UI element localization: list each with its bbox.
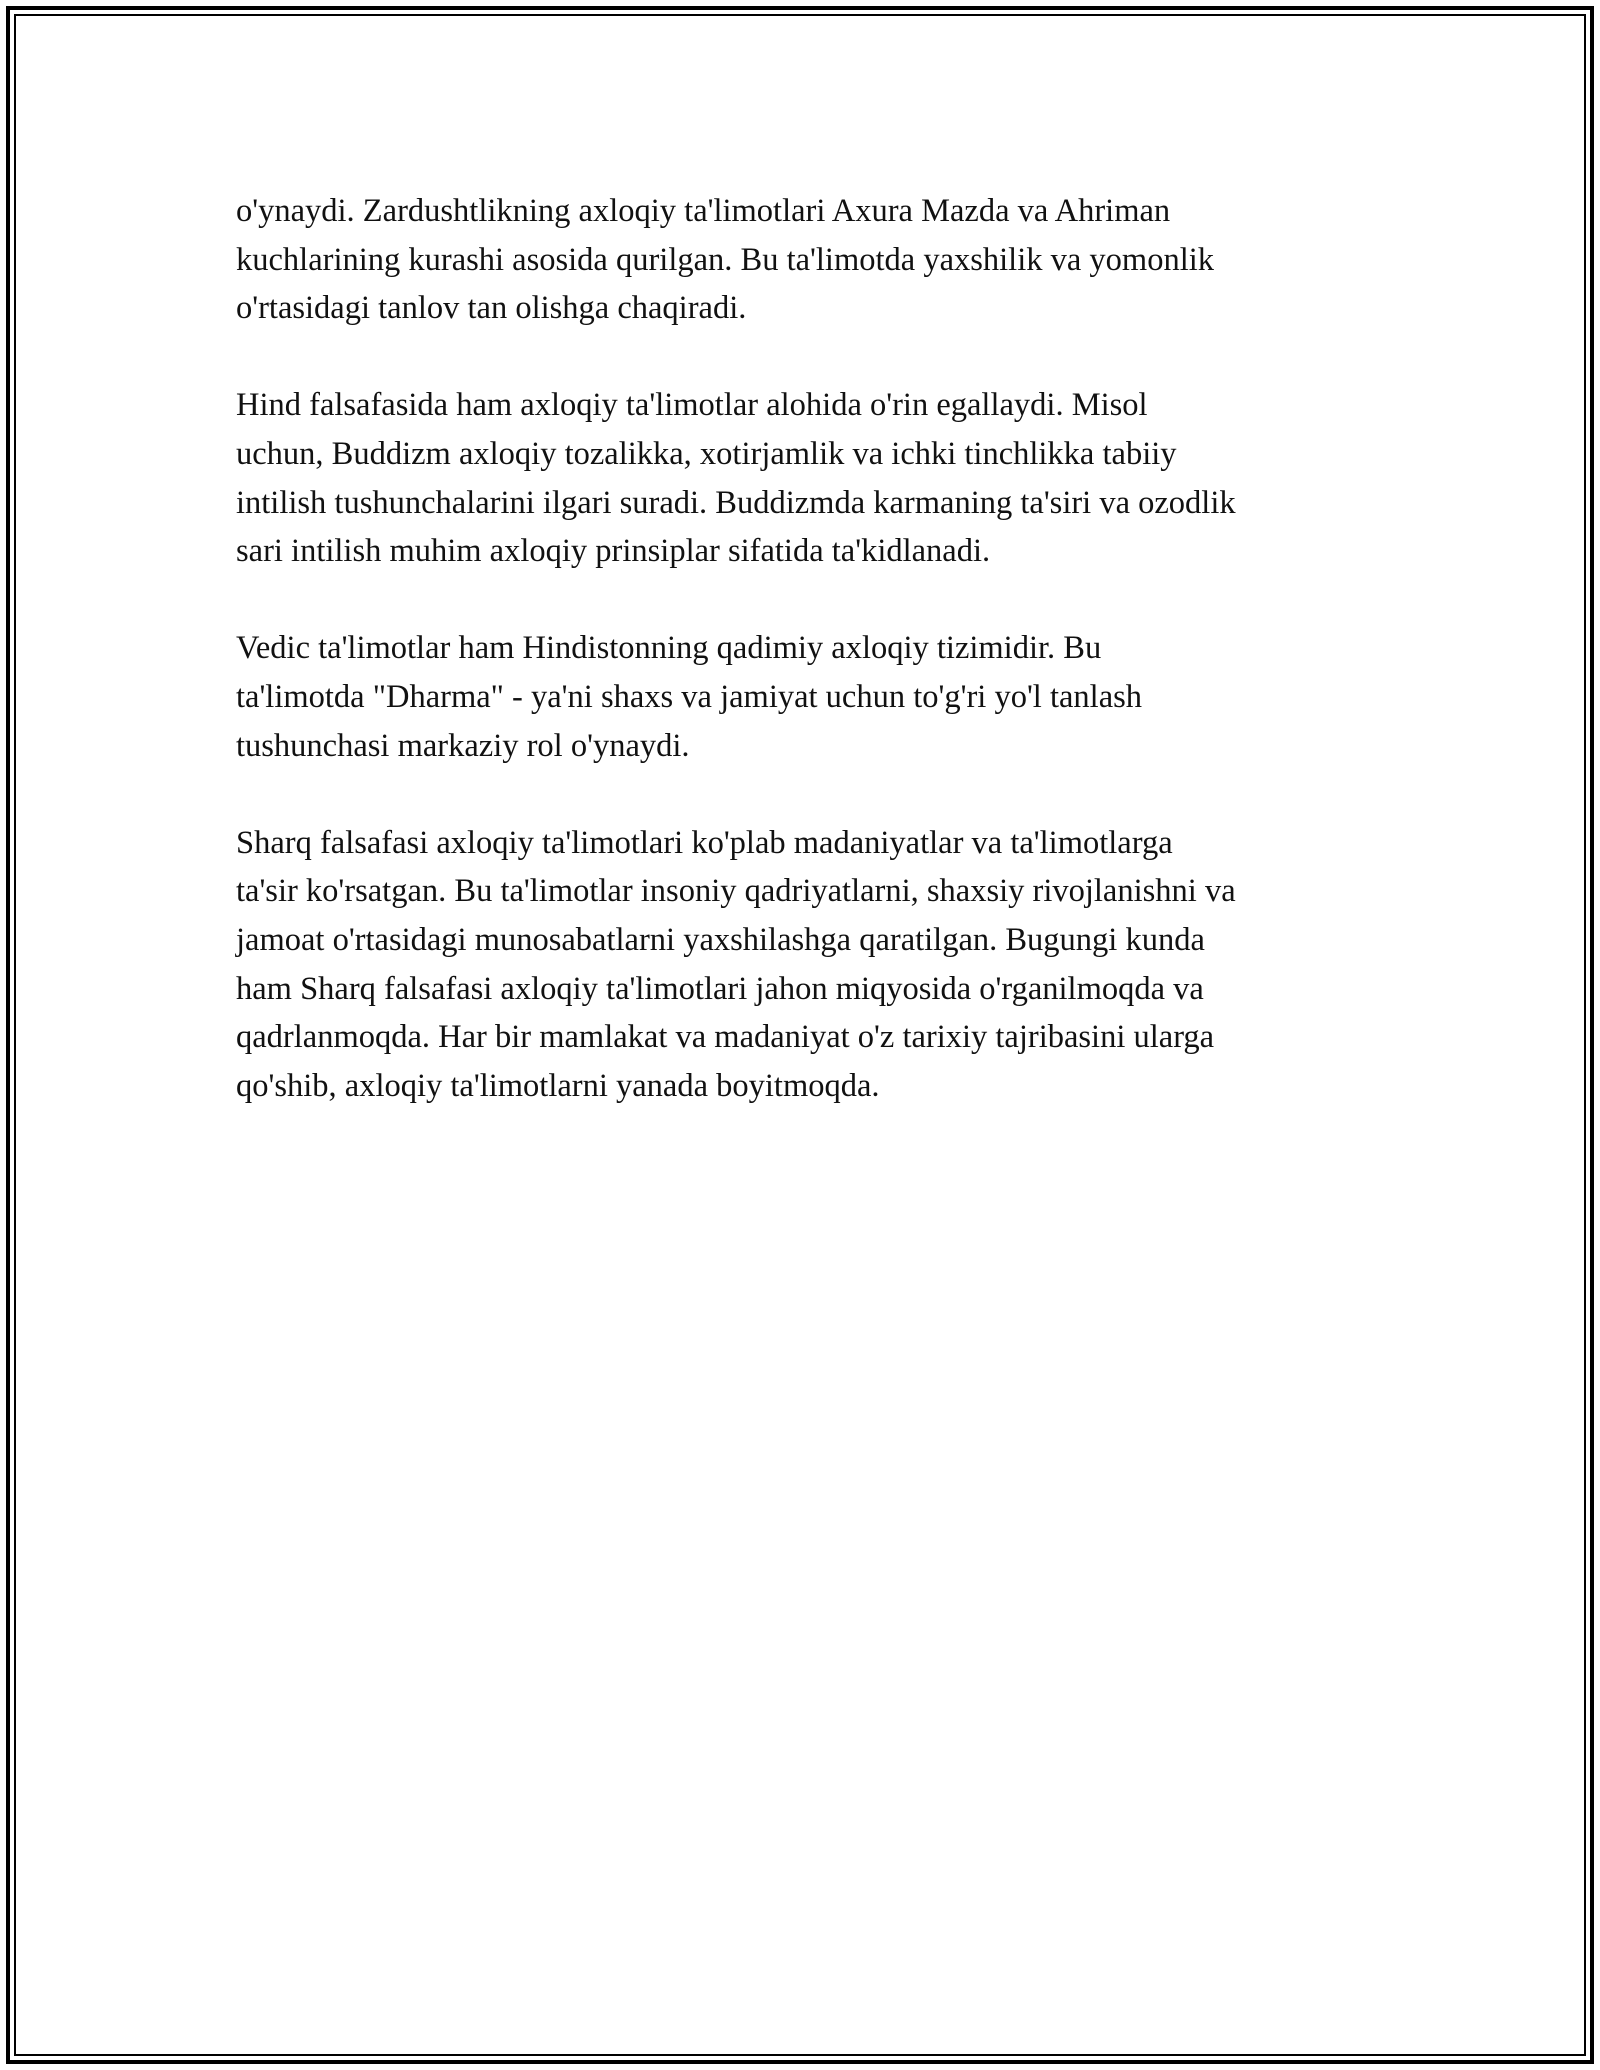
text-line: sari intilish muhim axloqiy prinsiplar sifatida ta'kidlanadi.: [236, 533, 991, 570]
text-line: kuchlarining kurashi asosida qurilgan. Bu ta'limotda yaxshilik va yomonlik: [236, 241, 1214, 278]
text-line: qadrlanmoqda. Har bir mamlakat va madaniyat o'z tarixiy tajribasini ularga: [236, 1019, 1215, 1056]
document-body: [236, 187, 1376, 1159]
paragraph-4: [236, 819, 1376, 1111]
text-line: o'rtasidagi tanlov tan olishga chaqiradi.: [236, 290, 747, 327]
paragraph-3: [236, 624, 1376, 770]
text-line: uchun, Buddizm axloqiy tozalikka, xotirjamlik va ichki tinchlikka tabiiy: [236, 435, 1177, 472]
text-line: ta'sir ko'rsatgan. Bu ta'limotlar insoniy qadriyatlarni, shaxsiy rivojlanishni va: [236, 873, 1236, 910]
text-line: ham Sharq falsafasi axloqiy ta'limotlari jahon miqyosida o'rganilmoqda va: [236, 970, 1204, 1007]
text-line: o'ynaydi. Zardushtlikning axloqiy ta'limotlari Axura Mazda va Ahriman: [236, 193, 1171, 229]
text-line: qo'shib, axloqiy ta'limotlarni yanada boyitmoqda.: [236, 1067, 880, 1104]
paragraph-2: [236, 381, 1376, 575]
paragraph-1: [236, 187, 1376, 333]
text-line: ta'limotda "Dharma" - ya'ni shaxs va jamiyat uchun to'g'ri yo'l tanlash: [236, 678, 1143, 715]
text-line: intilish tushunchalarini ilgari suradi. Buddizmda karmaning ta'siri va ozodlik: [236, 484, 1236, 521]
text-line: Sharq falsafasi axloqiy ta'limotlari ko'plab madaniyatlar va ta'limotlarga: [236, 824, 1173, 861]
text-line: Vedic ta'limotlar ham Hindistonning qadimiy axloqiy tizimidir. Bu: [236, 630, 1102, 667]
text-line: jamoat o'rtasidagi munosabatlarni yaxshilashga qaratilgan. Bugungi kunda: [236, 921, 1205, 958]
text-line: tushunchasi markaziy rol o'ynaydi.: [236, 727, 690, 764]
text-line: Hind falsafasida ham axloqiy ta'limotlar alohida o'rin egallaydi. Misol: [236, 387, 1148, 424]
